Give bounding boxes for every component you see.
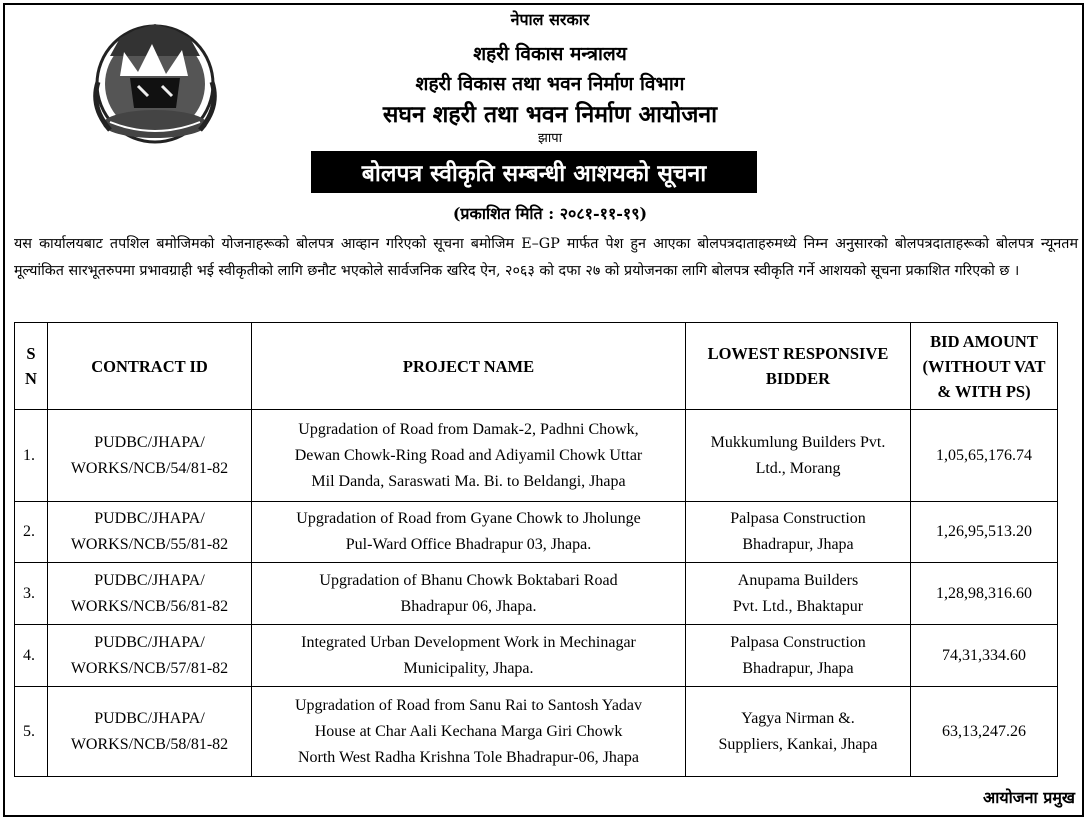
nepal-government-emblem-icon	[80, 12, 230, 148]
row-contract-id: PUDBC/JHAPA/ WORKS/NCB/57/81-82	[48, 625, 252, 687]
row-sn: 5.	[15, 687, 48, 777]
row-project-name: Integrated Urban Development Work in Mechinagar Municipality, Jhapa.	[252, 625, 686, 687]
header-project: सघन शहरी तथा भवन निर्माण आयोजना	[382, 101, 718, 128]
notice-title: बोलपत्र स्वीकृति सम्बन्धी आशयको सूचना	[311, 151, 757, 193]
footer-signature: आयोजना प्रमुख	[982, 788, 1075, 807]
table-row	[15, 410, 1058, 502]
row-sn: 2.	[15, 502, 48, 563]
row-contract-id: PUDBC/JHAPA/ WORKS/NCB/58/81-82	[48, 687, 252, 777]
row-bid-amount: 1,28,98,316.60	[911, 563, 1058, 625]
header-project-name: PROJECT NAME	[252, 323, 686, 410]
row-sn: 3.	[15, 563, 48, 625]
header-department: शहरी विकास तथा भवन निर्माण विभाग	[415, 73, 685, 95]
header-bid-amount: BID AMOUNT (WITHOUT VAT & WITH PS)	[911, 323, 1058, 410]
header-ministry: शहरी विकास मन्त्रालय	[473, 43, 627, 65]
table-row	[15, 625, 1058, 687]
row-bidder: Palpasa Construction Bhadrapur, Jhapa	[686, 625, 911, 687]
header-sn: S N	[15, 323, 48, 410]
header-contract-id: CONTRACT ID	[48, 323, 252, 410]
row-project-name: Upgradation of Road from Damak-2, Padhni Chowk, Dewan Chowk-Ring Road and Adiyamil Chowk Uttar Mil Danda, Saraswati Ma. Bi. to Beldangi, Jhapa	[252, 410, 686, 502]
bid-table	[14, 322, 1058, 777]
intro-paragraph: यस कार्यालयबाट तपशिल बमोजिमको योजनाहरूको बोलपत्र आव्हान गरिएको सूचना बमोजिम E–GP मार्फत पेश हुन आएका बोलपत्रदाताहरुमध्ये निम्न अनुसारको बोलपत्रदाताहरूको बोलपत्र न्यूनतम मूल्यांकित सारभूतरुपमा प्रभावग्राही भई स्वीकृतीको लागि छनौट भएकोले सार्वजनिक खरिद ऐन, २०६३ को दफा २७ को प्रयोजनका लागि बोलपत्र स्वीकृति गर्ने आशयको सूचना प्रकाशित गरिएको छ ।	[14, 236, 1078, 279]
row-bid-amount: 63,13,247.26	[911, 687, 1058, 777]
header-bidder: LOWEST RESPONSIVE BIDDER	[686, 323, 911, 410]
table-row	[15, 687, 1058, 777]
header-government: नेपाल सरकार	[510, 10, 590, 29]
row-bid-amount: 74,31,334.60	[911, 625, 1058, 687]
row-contract-id: PUDBC/JHAPA/ WORKS/NCB/55/81-82	[48, 502, 252, 563]
row-sn: 1.	[15, 410, 48, 502]
table-row	[15, 502, 1058, 563]
row-bid-amount: 1,26,95,513.20	[911, 502, 1058, 563]
table-header-row	[15, 323, 1058, 410]
row-bidder: Palpasa Construction Bhadrapur, Jhapa	[686, 502, 911, 563]
row-contract-id: PUDBC/JHAPA/ WORKS/NCB/56/81-82	[48, 563, 252, 625]
row-project-name: Upgradation of Road from Gyane Chowk to Jholunge Pul-Ward Office Bhadrapur 03, Jhapa.	[252, 502, 686, 563]
row-project-name: Upgradation of Road from Sanu Rai to Santosh Yadav House at Char Aali Kechana Marga Giri Chowk North West Radha Krishna Tole Bhadrapur-06, Jhapa	[252, 687, 686, 777]
row-bidder: Yagya Nirman &. Suppliers, Kankai, Jhapa	[686, 687, 911, 777]
row-bid-amount: 1,05,65,176.74	[911, 410, 1058, 502]
row-bidder: Anupama Builders Pvt. Ltd., Bhaktapur	[686, 563, 911, 625]
published-date: (प्रकाशित मिति : २०८१-११-१९)	[452, 204, 648, 223]
row-project-name: Upgradation of Bhanu Chowk Boktabari Road Bhadrapur 06, Jhapa.	[252, 563, 686, 625]
header-location: झापा	[538, 131, 562, 146]
row-bidder: Mukkumlung Builders Pvt. Ltd., Morang	[686, 410, 911, 502]
table-row	[15, 563, 1058, 625]
row-contract-id: PUDBC/JHAPA/ WORKS/NCB/54/81-82	[48, 410, 252, 502]
row-sn: 4.	[15, 625, 48, 687]
